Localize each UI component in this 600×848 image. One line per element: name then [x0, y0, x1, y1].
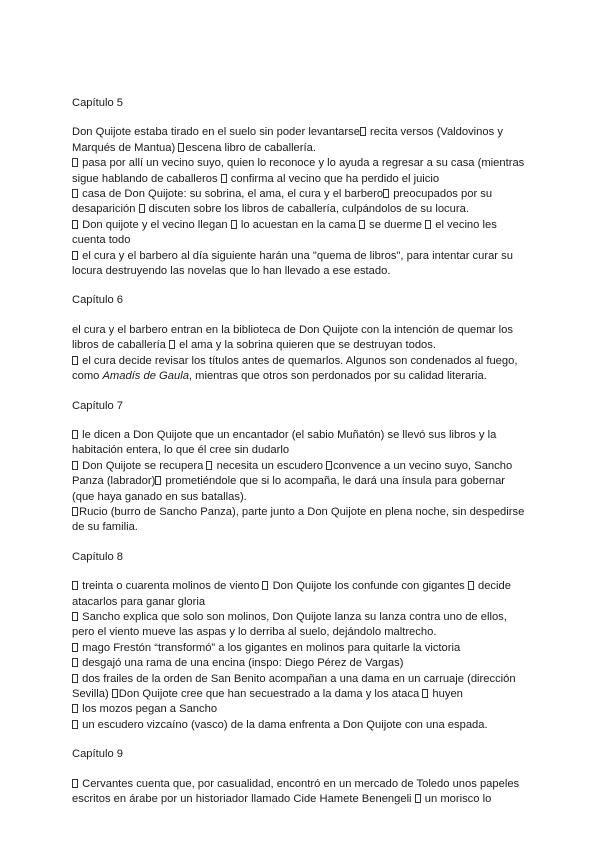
chapter-9-section [72, 747, 530, 807]
paragraph: pasa por allí un vecino suyo, quien lo reconoce y lo ayuda a regresar a su casa (mientras sigue hablando de caballeros confirma al vecino que ha perdido el juicio [72, 157, 525, 185]
chapter-8-section [72, 550, 530, 733]
chapter-heading: Capítulo 7 [72, 399, 123, 412]
missing-glyph-icon [72, 158, 78, 167]
chapter-heading: Capítulo 5 [72, 97, 123, 109]
missing-glyph-icon [178, 143, 184, 152]
missing-glyph-icon [72, 507, 78, 516]
missing-glyph-icon [72, 612, 78, 621]
chapter-heading: Capítulo 8 [72, 550, 123, 563]
chapter-heading: Capítulo 6 [72, 294, 123, 307]
book-title: Amadís de Gaula [102, 370, 189, 383]
missing-glyph-icon [112, 689, 118, 698]
paragraph: Rucio (burro de Sancho Panza), parte junto a Don Quijote en plena noche, sin despedirse de su familia. [72, 505, 525, 534]
missing-glyph-icon [72, 658, 78, 667]
missing-glyph-icon [383, 189, 389, 198]
paragraph: Don Quijote estaba tirado en el suelo sin poder levantarse recita versos (Valdovinos y Marqués de Mantua) escena libro de caballería. [72, 126, 503, 154]
missing-glyph-icon [155, 476, 161, 485]
missing-glyph-icon [262, 581, 268, 590]
missing-glyph-icon [359, 220, 365, 229]
missing-glyph-icon [72, 674, 78, 683]
missing-glyph-icon [468, 581, 474, 590]
missing-glyph-icon [72, 643, 78, 652]
missing-glyph-icon [72, 189, 78, 198]
paragraph: casa de Don Quijote: su sobrina, el ama, el cura y el barbero preocupados por su desaparición discuten sobre los libros de caballería, culpándolos de su locura. [72, 188, 493, 216]
paragraph: un escudero vizcaíno (vasco) de la dama enfrenta a Don Quijote con una espada. [72, 718, 530, 733]
paragraph: dos frailes de la orden de San Benito acompañan a una dama en un carruaje (dirección Sevilla) Don Quijote cree que han secuestrado a la dama y los ataca huyen [72, 672, 516, 700]
missing-glyph-icon [139, 204, 145, 213]
missing-glyph-icon [72, 461, 78, 470]
missing-glyph-icon [72, 220, 78, 229]
missing-glyph-icon [72, 704, 78, 713]
missing-glyph-icon [72, 251, 78, 260]
chapter-7-section [72, 399, 530, 536]
paragraph: el cura y el barbero entran en la biblioteca de Don Quijote con la intención de quemar los libros de caballería el ama y la sobrina quieren que se destruyan todos. [72, 323, 513, 352]
missing-glyph-icon [231, 220, 237, 229]
missing-glyph-icon [72, 720, 78, 729]
document-page [72, 96, 530, 821]
paragraph: le dicen a Don Quijote que un encantador (el sabio Muñatón) se llevó sus libros y la habitación entera, lo que él cree sin dudarlo [72, 428, 497, 457]
paragraph: mago Frestón “transformó” a los gigantes en molinos para quitarle la victoria [72, 641, 530, 656]
missing-glyph-icon [360, 127, 366, 136]
missing-glyph-icon [415, 794, 421, 803]
missing-glyph-icon [422, 689, 428, 698]
missing-glyph-icon [72, 356, 78, 365]
missing-glyph-icon [206, 461, 212, 470]
missing-glyph-icon [169, 340, 175, 349]
missing-glyph-icon [425, 220, 431, 229]
paragraph: el cura y el barbero al día siguiente harán una "quema de libros", para intentar curar su locura destruyendo las novelas que lo han llevado a ese estado. [72, 249, 513, 278]
paragraph: Sancho explica que solo son molinos, Don Quijote lanza su lanza contra uno de ellos, pero el viento mueve las aspas y lo derriba al suelo, dejándolo maltrecho. [72, 610, 507, 639]
paragraph: Don Quijote se recupera necesita un escudero convence a un vecino suyo, Sancho Panza (labrador) prometiéndole que si lo acompaña, le dará una ínsula para gobernar (que haya ganado en sus batallas). [72, 459, 513, 503]
paragraph: Cervantes cuenta que, por casualidad, encontró en un mercado de Toledo unos papeles escritos en árabe por un historiador llamado Cide Hamete Benengeli un morisco lo [72, 777, 520, 806]
paragraph: el cura decide revisar los títulos antes de quemarlos. Algunos son condenados al fuego, como Amadís de Gaula, mientras que otros son perdonados por su calidad literaria. [72, 354, 518, 383]
missing-glyph-icon [72, 581, 78, 590]
missing-glyph-icon [326, 461, 332, 470]
missing-glyph-icon [72, 430, 78, 439]
paragraph: treinta o cuarenta molinos de viento Don Quijote los confunde con gigantes decide atacarlos para ganar gloria [72, 580, 511, 608]
chapter-6-section [72, 293, 530, 384]
missing-glyph-icon [221, 174, 227, 183]
chapter-heading: Capítulo 9 [72, 748, 123, 761]
paragraph: los mozos pegan a Sancho [72, 702, 530, 717]
paragraph: desgajó una rama de una encina (inspo: Diego Pérez de Vargas) [72, 656, 530, 671]
missing-glyph-icon [72, 779, 78, 788]
paragraph: Don quijote y el vecino llegan lo acuestan en la cama se duerme el vecino les cuenta todo [72, 218, 497, 247]
chapter-5-section [72, 96, 530, 279]
